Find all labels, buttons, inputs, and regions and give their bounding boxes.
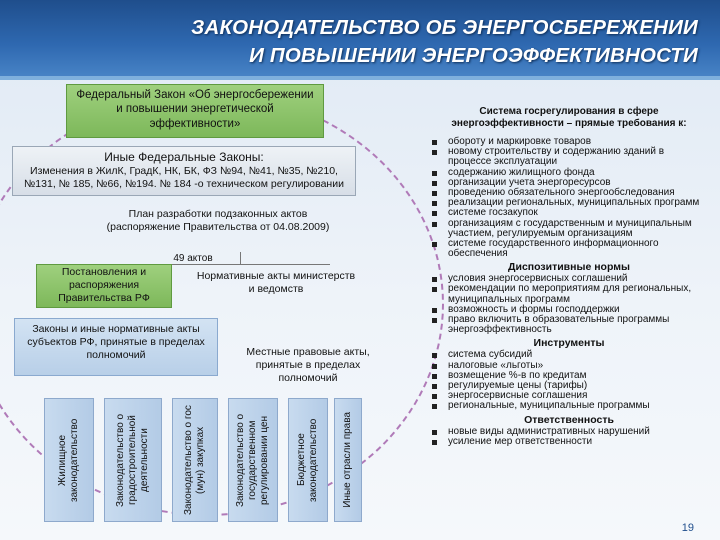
other-laws-title: Иные Федеральные Законы: [104,150,264,164]
slide-title-line2: И ПОВЫШЕНИИ ЭНЕРГОЭФФЕКТИВНОСТИ [249,44,698,67]
requirements-list [428,137,710,259]
local-acts-box: Местные правовые акты, принятые в пределах полномочий [246,346,370,385]
list-item: условия энергосервисных соглашений [428,274,710,284]
list-item: организациям с государственным и муниципальным участием, регулируемым организациям [428,219,710,239]
list-item: новые виды административных нарушений [428,427,710,437]
connector [240,252,241,264]
list-item: право включить в образовательные программы энергоэффективность [428,315,710,335]
column-price-regulation-law: Законодательство о государственном регулировании цен [228,398,278,522]
list-item: возмещение %-в по кредитам [428,371,710,381]
list-item: региональные, муниципальные программы [428,401,710,411]
list-item: обороту и маркировке товаров [428,137,710,147]
gov-decrees-box: Постановления и распоряжения Правительства РФ [36,264,172,308]
column-budget-law: Бюджетное законодательство [288,398,328,522]
plan-box: План разработки подзаконных актов (распоряжение Правительства от 04.08.2009) [106,208,330,234]
column-housing-law: Жилищное законодательство [44,398,94,522]
dispositive-title: Диспозитивные нормы [508,261,630,274]
responsibility-title: Ответственность [524,413,614,426]
instruments-title: Инструменты [533,337,605,350]
page-number: 19 [681,522,694,534]
column-urban-planning-law: Законодательство о градостроительной деятельности [104,398,162,522]
acts-count-label: 49 актов [173,253,213,264]
list-item: новому строительству и содержанию зданий в процессе эксплуатации [428,147,710,167]
responsibility-list [428,427,710,447]
federal-law-box: Федеральный Закон «Об энергосбережении и повышении энергетической эффективности» [66,84,324,138]
list-item: усиление мер ответственности [428,437,710,447]
dispositive-list [428,274,710,335]
list-item: регулируемые цены (тарифы) [428,381,710,391]
slide-title-line1: ЗАКОНОДАТЕЛЬСТВО ОБ ЭНЕРГОСБЕРЕЖЕНИИ [191,16,698,39]
list-item: проведению обязательного энергообследования [428,188,710,198]
right-panel [428,106,710,447]
list-item: налоговые «льготы» [428,361,710,371]
other-laws-box [12,146,356,196]
ministry-acts-box: Нормативные акты министерств и ведомств [196,270,356,296]
other-laws-text: Изменения в ЖилК, ГрадК, НК, БК, ФЗ №94, №41, №35, №210, №131, № 185, №66, №194. № 184 -о техническом регулировании [24,165,344,191]
list-item: содержанию жилищного фонда [428,168,710,178]
list-item: возможность и формы господдержки [428,305,710,315]
list-item: система субсидий [428,350,710,360]
list-item: системе государственного информационного обеспечения [428,239,710,259]
column-other-law: Иные отрасли права [334,398,362,522]
column-procurement-law: Законодательство о гос (мун) закупках [172,398,218,522]
list-item: рекомендации по мероприятиям для региональных, муниципальных программ [428,284,710,304]
header-bar [0,0,720,80]
list-item: энергосервисные соглашения [428,391,710,401]
list-item: системе госзакупок [428,208,710,218]
list-item: организации учета энергоресурсов [428,178,710,188]
instruments-list [428,350,710,411]
right-panel-title: Система госрегулирования в сфере энергоэффективности – прямые требования к: [451,106,687,129]
list-item: реализации региональных, муниципальных программ [428,198,710,208]
regional-laws-box: Законы и иные нормативные акты субъектов РФ, принятые в пределах полномочий [14,318,218,376]
